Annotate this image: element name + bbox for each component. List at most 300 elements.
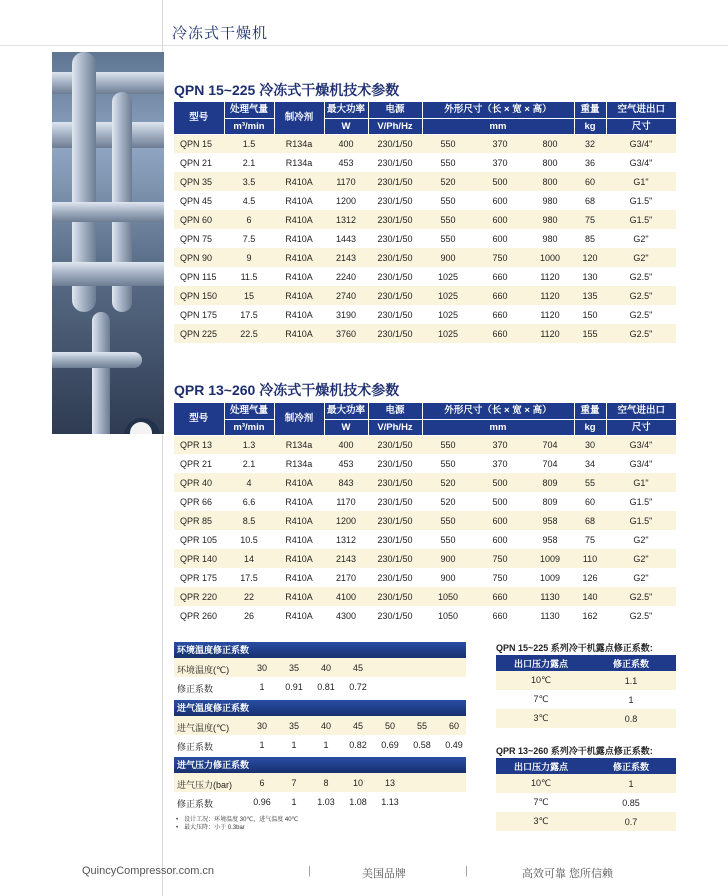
table-cell: G2" <box>606 229 676 248</box>
table-cell: G1.5" <box>606 191 676 210</box>
table-cell: R410A <box>274 248 324 267</box>
footer <box>0 860 728 884</box>
table-cell: R410A <box>274 492 324 511</box>
correction-title: 环境温度修正系数 <box>174 642 466 658</box>
table-cell: 55 <box>574 473 606 492</box>
footer-slogan1: 美国品牌 <box>362 868 406 880</box>
table-row <box>174 530 676 549</box>
table-cell: 230/1/50 <box>368 324 422 343</box>
qpn-dewpoint <box>496 641 676 728</box>
table-cell: 2240 <box>324 267 368 286</box>
table-cell: QPR 105 <box>174 530 224 549</box>
table-cell: 1130 <box>526 606 574 625</box>
table-row <box>174 134 676 153</box>
correction-value: 1 <box>259 740 265 750</box>
table-cell: 2143 <box>324 248 368 267</box>
table-cell: 400 <box>324 134 368 153</box>
table-cell: 150 <box>574 305 606 324</box>
table-cell: 660 <box>474 305 526 324</box>
table-cell: 10℃ <box>496 671 586 690</box>
table-cell: 550 <box>422 435 474 454</box>
table-cell: 2.1 <box>224 153 274 172</box>
table-cell: QPR 260 <box>174 606 224 625</box>
table-cell: 32 <box>574 134 606 153</box>
col-capacity: 处理气量 <box>224 102 274 118</box>
correction-value: 0.81 <box>317 682 335 692</box>
page-header <box>0 0 728 46</box>
table-cell: 550 <box>422 511 474 530</box>
table-cell: G2.5" <box>606 606 676 625</box>
table-cell: 453 <box>324 153 368 172</box>
table-cell: 980 <box>526 229 574 248</box>
table-cell: 1009 <box>526 568 574 587</box>
table-cell: 1312 <box>324 530 368 549</box>
table-cell: 4.5 <box>224 191 274 210</box>
dewpoint-table <box>496 758 676 831</box>
correction-value: 40 <box>320 721 331 731</box>
note-item: • 设计工况：环境温度 30℃，进气温度 40℃ <box>176 816 298 824</box>
table-cell: R410A <box>274 324 324 343</box>
table-cell: 9 <box>224 248 274 267</box>
footer-site[interactable]: QuincyCompressor.com.cn <box>82 865 215 877</box>
table-cell: 1443 <box>324 229 368 248</box>
table-cell: R410A <box>274 587 324 606</box>
table-cell: 900 <box>422 568 474 587</box>
table-cell: 2740 <box>324 286 368 305</box>
table-cell: 900 <box>422 248 474 267</box>
table-cell: R410A <box>274 229 324 248</box>
table-cell: 17.5 <box>224 568 274 587</box>
table-cell: 704 <box>526 454 574 473</box>
qpn-title: QPN 15~225 冷冻式干燥机技术参数 <box>174 82 400 98</box>
table-cell: 750 <box>474 248 526 267</box>
table-cell: QPN 60 <box>174 210 224 229</box>
table-cell: QPR 66 <box>174 492 224 511</box>
table-row <box>496 671 676 690</box>
table-cell: 550 <box>422 191 474 210</box>
table-cell: 800 <box>526 153 574 172</box>
table-cell: G2.5" <box>606 267 676 286</box>
table-cell: 230/1/50 <box>368 248 422 267</box>
correction-value: 1 <box>259 682 265 692</box>
table-cell: 230/1/50 <box>368 210 422 229</box>
table-cell: 600 <box>474 210 526 229</box>
table-cell: 980 <box>526 210 574 229</box>
table-row <box>496 812 676 831</box>
table-cell: 14 <box>224 549 274 568</box>
correction-value: 1.08 <box>349 797 367 807</box>
table-cell: G3/4" <box>606 153 676 172</box>
table-cell: G1.5" <box>606 210 676 229</box>
table-cell: 110 <box>574 549 606 568</box>
ambient-correction <box>174 642 466 696</box>
table-cell: 550 <box>422 210 474 229</box>
correction-value: 35 <box>288 721 299 731</box>
table-row <box>174 492 676 511</box>
table-cell: R410A <box>274 191 324 210</box>
correction-value: 30 <box>256 721 267 731</box>
footer-sep: | <box>465 865 468 877</box>
table-cell: QPN 21 <box>174 153 224 172</box>
table-cell: 1009 <box>526 549 574 568</box>
table-cell: 3190 <box>324 305 368 324</box>
table-cell: 60 <box>574 492 606 511</box>
table-cell: 230/1/50 <box>368 435 422 454</box>
table-row <box>174 549 676 568</box>
table-cell: 1200 <box>324 191 368 210</box>
table-cell: QPN 15 <box>174 134 224 153</box>
col-capacity-unit: m³/min <box>224 118 274 134</box>
table-cell: 3760 <box>324 324 368 343</box>
col-port: 空气进出口 <box>606 403 676 419</box>
table-cell: 10.5 <box>224 530 274 549</box>
table-cell: G3/4" <box>606 454 676 473</box>
col-factor: 修正系数 <box>586 758 676 774</box>
correction-value: 7 <box>291 778 297 788</box>
table-cell: R134a <box>274 153 324 172</box>
table-cell: 1025 <box>422 305 474 324</box>
correction-value: 55 <box>416 721 427 731</box>
table-cell: QPR 220 <box>174 587 224 606</box>
correction-value: 0.58 <box>413 740 431 750</box>
table-cell: 400 <box>324 435 368 454</box>
table-cell: QPR 140 <box>174 549 224 568</box>
table-cell: 900 <box>422 549 474 568</box>
correction-value: 8 <box>323 778 329 788</box>
table-cell: 1170 <box>324 492 368 511</box>
table-cell: 1.3 <box>224 435 274 454</box>
correction-label: 修正系数 <box>177 799 214 809</box>
table-cell: 230/1/50 <box>368 473 422 492</box>
correction-value: 0.69 <box>381 740 399 750</box>
dewpoint-title: QPN 15~225 系列冷干机露点修正系数: <box>496 643 653 653</box>
col-model: 型号 <box>174 403 224 435</box>
dewpoint-title: QPR 13~260 系列冷干机露点修正系数: <box>496 746 653 756</box>
col-power-unit: W <box>324 419 368 435</box>
table-cell: 126 <box>574 568 606 587</box>
table-cell: G2" <box>606 248 676 267</box>
table-cell: 230/1/50 <box>368 172 422 191</box>
table-cell: 22 <box>224 587 274 606</box>
table-cell: 1200 <box>324 511 368 530</box>
table-cell: 4100 <box>324 587 368 606</box>
table-row <box>174 248 676 267</box>
table-cell: 1 <box>628 694 634 705</box>
table-cell: 1120 <box>526 305 574 324</box>
table-cell: 230/1/50 <box>368 454 422 473</box>
table-cell: 6 <box>224 210 274 229</box>
table-cell: 520 <box>422 473 474 492</box>
table-cell: 230/1/50 <box>368 134 422 153</box>
table-row <box>174 454 676 473</box>
correction-value: 50 <box>384 721 395 731</box>
table-cell: 1000 <box>526 248 574 267</box>
table-row <box>174 305 676 324</box>
table-cell: G1" <box>606 473 676 492</box>
table-cell: 660 <box>474 606 526 625</box>
col-capacity-unit: m³/min <box>224 419 274 435</box>
table-row <box>174 210 676 229</box>
table-cell: 230/1/50 <box>368 606 422 625</box>
correction-value: 45 <box>352 663 363 673</box>
col-power: 最大功率 <box>324 102 368 118</box>
correction-value: 13 <box>384 778 395 788</box>
correction-value: 0.91 <box>285 682 303 692</box>
table-cell: 2170 <box>324 568 368 587</box>
col-port-unit: 尺寸 <box>606 419 676 435</box>
table-row <box>496 709 676 728</box>
col-power-unit: W <box>324 118 368 134</box>
col-weight: 重量 <box>574 403 606 419</box>
table-cell: 500 <box>474 172 526 191</box>
table-cell: 4 <box>224 473 274 492</box>
correction-label: 进气压力(bar) <box>177 780 233 790</box>
table-cell: 7℃ <box>533 694 549 704</box>
table-cell: 1130 <box>526 587 574 606</box>
table-cell: R410A <box>274 549 324 568</box>
table-cell: 2.1 <box>224 454 274 473</box>
table-cell: QPN 115 <box>174 267 224 286</box>
table-cell: 843 <box>324 473 368 492</box>
col-factor: 修正系数 <box>586 655 676 671</box>
table-cell: 15 <box>224 286 274 305</box>
table-cell: 660 <box>474 324 526 343</box>
table-row <box>174 606 676 625</box>
col-weight-unit: kg <box>574 419 606 435</box>
table-cell: 520 <box>422 492 474 511</box>
table-cell: G1.5" <box>606 492 676 511</box>
table-cell: G2" <box>606 549 676 568</box>
correction-row <box>174 735 466 754</box>
table-cell: 68 <box>574 191 606 210</box>
col-refrigerant: 制冷剂 <box>274 102 324 134</box>
table-cell: QPN 90 <box>174 248 224 267</box>
col-dims: 外形尺寸（长 × 宽 × 高） <box>422 102 574 118</box>
table-row <box>174 191 676 210</box>
table-cell: 60 <box>574 172 606 191</box>
table-cell: 230/1/50 <box>368 511 422 530</box>
table-row <box>174 473 676 492</box>
table-cell: 0.85 <box>622 797 640 808</box>
table-cell: 120 <box>574 248 606 267</box>
table-cell: QPR 40 <box>174 473 224 492</box>
table-cell: QPN 35 <box>174 172 224 191</box>
correction-value: 1 <box>291 797 297 807</box>
correction-label: 环境温度(℃) <box>177 665 230 675</box>
table-cell: 370 <box>474 454 526 473</box>
correction-label: 修正系数 <box>177 684 214 694</box>
table-cell: 6.6 <box>224 492 274 511</box>
footer-sep: | <box>308 865 311 877</box>
table-cell: 1120 <box>526 286 574 305</box>
table-cell: G2.5" <box>606 286 676 305</box>
table-cell: 85 <box>574 229 606 248</box>
table-row <box>174 172 676 191</box>
col-dims-unit: mm <box>422 419 574 435</box>
table-cell: 0.7 <box>586 812 676 831</box>
table-cell: 600 <box>474 229 526 248</box>
pressure-correction <box>174 757 466 811</box>
col-port: 空气进出口 <box>606 102 676 118</box>
col-supply: 电源 <box>368 102 422 118</box>
table-cell: 230/1/50 <box>368 549 422 568</box>
table-cell: 1170 <box>324 172 368 191</box>
table-cell: R410A <box>274 511 324 530</box>
table-cell: 230/1/50 <box>368 492 422 511</box>
pipes-photo <box>52 52 164 434</box>
table-cell: 1050 <box>422 606 474 625</box>
table-cell: 2143 <box>324 549 368 568</box>
table-cell: 600 <box>474 511 526 530</box>
table-cell: 1.1 <box>586 671 676 690</box>
table-row <box>496 774 676 793</box>
correction-value: 1.03 <box>317 797 335 807</box>
table-cell: 958 <box>526 530 574 549</box>
table-cell: 140 <box>574 587 606 606</box>
table-cell: QPR 175 <box>174 568 224 587</box>
col-supply-unit: V/Ph/Hz <box>368 419 422 435</box>
col-dims: 外形尺寸（长 × 宽 × 高） <box>422 403 574 419</box>
table-cell: QPN 175 <box>174 305 224 324</box>
correction-label: 修正系数 <box>177 742 214 752</box>
table-cell: R134a <box>274 435 324 454</box>
col-dewpoint: 出口压力露点 <box>496 655 586 671</box>
correction-row <box>174 716 466 735</box>
col-dewpoint: 出口压力露点 <box>496 758 586 774</box>
table-cell: 7.5 <box>224 229 274 248</box>
table-cell: G1" <box>606 172 676 191</box>
table-cell: 1025 <box>422 286 474 305</box>
table-cell: R410A <box>274 305 324 324</box>
table-row <box>174 435 676 454</box>
correction-value: 10 <box>352 778 363 788</box>
table-cell: 500 <box>474 473 526 492</box>
table-cell: 520 <box>422 172 474 191</box>
table-cell: 1 <box>586 774 676 793</box>
qpr-dewpoint <box>496 744 676 831</box>
table-cell: G2.5" <box>606 587 676 606</box>
table-cell: 550 <box>422 134 474 153</box>
table-cell: 1.5 <box>224 134 274 153</box>
table-cell: 1120 <box>526 324 574 343</box>
inlet-correction <box>174 700 466 754</box>
table-cell: 135 <box>574 286 606 305</box>
dewpoint-table <box>496 655 676 728</box>
correction-value: 60 <box>448 721 459 731</box>
table-cell: G3/4" <box>606 134 676 153</box>
qpr-spec-table <box>174 403 676 625</box>
table-cell: 230/1/50 <box>368 568 422 587</box>
col-model: 型号 <box>174 102 224 134</box>
table-cell: R410A <box>274 172 324 191</box>
correction-value: 1.13 <box>381 797 399 807</box>
table-cell: 800 <box>526 172 574 191</box>
table-cell: 980 <box>526 191 574 210</box>
correction-row <box>174 773 466 792</box>
table-cell: 3℃ <box>496 709 586 728</box>
correction-value: 30 <box>256 663 267 673</box>
table-row <box>496 690 676 709</box>
table-cell: 36 <box>574 153 606 172</box>
col-dims-unit: mm <box>422 118 574 134</box>
table-cell: 550 <box>422 229 474 248</box>
table-cell: 230/1/50 <box>368 530 422 549</box>
correction-title: 进气温度修正系数 <box>174 700 466 716</box>
table-cell: 162 <box>574 606 606 625</box>
table-cell: 809 <box>526 492 574 511</box>
table-cell: 0.8 <box>586 709 676 728</box>
table-cell: 75 <box>574 210 606 229</box>
correction-value: 1 <box>291 740 297 750</box>
table-cell: R134a <box>274 454 324 473</box>
correction-value: 40 <box>320 663 331 673</box>
correction-label: 进气温度(℃) <box>177 723 230 733</box>
table-row <box>174 153 676 172</box>
table-cell: R410A <box>274 473 324 492</box>
table-cell: 809 <box>526 473 574 492</box>
correction-value: 35 <box>288 663 299 673</box>
table-cell: 600 <box>474 191 526 210</box>
table-cell: 22.5 <box>224 324 274 343</box>
table-cell: 750 <box>474 549 526 568</box>
table-cell: 11.5 <box>224 267 274 286</box>
table-cell: 26 <box>224 606 274 625</box>
table-cell: 1025 <box>422 324 474 343</box>
col-power: 最大功率 <box>324 403 368 419</box>
table-cell: 1025 <box>422 267 474 286</box>
correction-value: 1 <box>323 740 329 750</box>
table-cell: 550 <box>422 530 474 549</box>
table-cell: 1050 <box>422 587 474 606</box>
col-refrigerant: 制冷剂 <box>274 403 324 435</box>
table-cell: 660 <box>474 587 526 606</box>
table-cell: R410A <box>274 267 324 286</box>
table-cell: 230/1/50 <box>368 305 422 324</box>
table-cell: R134a <box>274 134 324 153</box>
correction-value: 0.72 <box>349 682 367 692</box>
table-cell: 550 <box>422 454 474 473</box>
table-row <box>174 267 676 286</box>
note-item: • 最大压降：小于 0.3bar <box>176 824 298 832</box>
col-weight-unit: kg <box>574 118 606 134</box>
table-row <box>174 324 676 343</box>
table-cell: 30 <box>574 435 606 454</box>
table-cell: 750 <box>474 568 526 587</box>
table-cell: 3℃ <box>496 812 586 831</box>
table-cell: 500 <box>474 492 526 511</box>
col-port-unit: 尺寸 <box>606 118 676 134</box>
table-cell: 370 <box>474 435 526 454</box>
table-cell: 800 <box>526 134 574 153</box>
table-cell: 10℃ <box>496 774 586 793</box>
table-cell: R410A <box>274 530 324 549</box>
qpr-title: QPR 13~260 冷冻式干燥机技术参数 <box>174 382 400 398</box>
table-cell: 1120 <box>526 267 574 286</box>
table-cell: G3/4" <box>606 435 676 454</box>
footer-slogan2: 高效可靠 您所信赖 <box>522 868 614 880</box>
correction-row <box>174 658 466 677</box>
table-row <box>174 511 676 530</box>
table-cell: 1312 <box>324 210 368 229</box>
table-cell: 155 <box>574 324 606 343</box>
table-row <box>174 286 676 305</box>
col-weight: 重量 <box>574 102 606 118</box>
table-cell: 370 <box>474 134 526 153</box>
table-row <box>496 793 676 812</box>
table-cell: QPN 150 <box>174 286 224 305</box>
table-cell: 75 <box>574 530 606 549</box>
table-cell: QPN 225 <box>174 324 224 343</box>
